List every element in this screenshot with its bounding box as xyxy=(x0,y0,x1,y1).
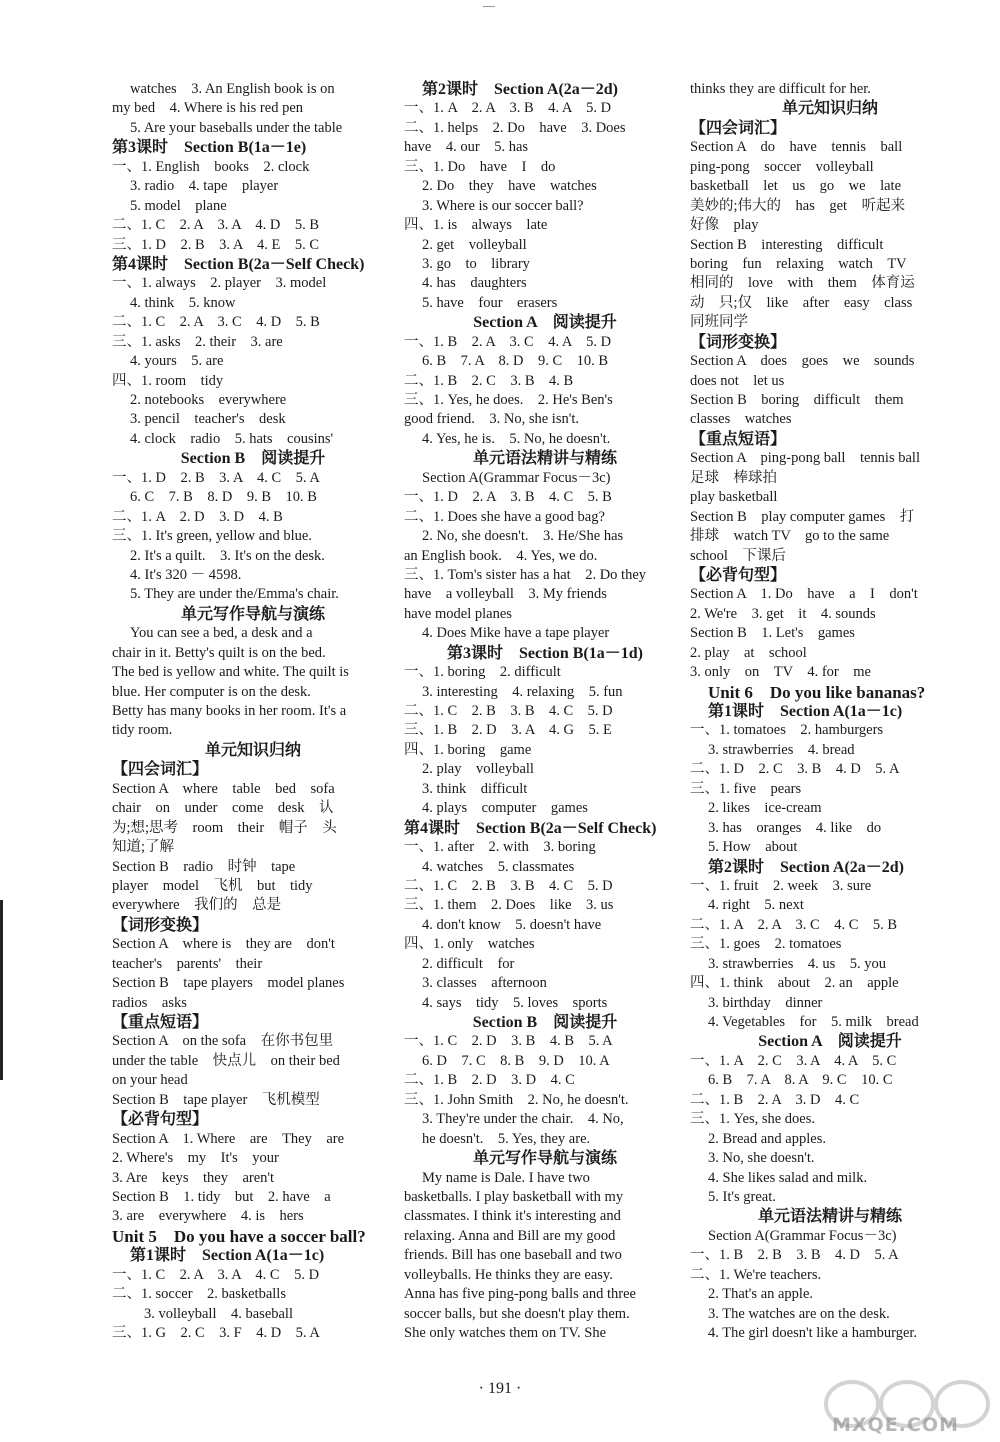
answer-line: The bed is yellow and white. The quilt is xyxy=(112,664,349,681)
answer-line: boring fun relaxing watch TV xyxy=(690,255,907,272)
answer-line: 4. has daughters xyxy=(422,275,527,292)
answer-line: 4. The girl doesn't like a hamburger. xyxy=(708,1325,918,1341)
answer-line: 2. play at school xyxy=(690,644,807,661)
section-heading: 【四会词汇】 xyxy=(690,119,787,137)
answer-line: thinks they are difficult for her. xyxy=(690,81,871,97)
answer-line: 知道;了解 xyxy=(112,839,175,856)
answer-line: 6. D 7. C 8. B 9. D 10. A xyxy=(422,1052,610,1069)
answer-line: 二、1. B 2. D 3. D 4. C xyxy=(404,1072,575,1089)
section-heading: 第4课时 Section B(2a－Self Check) xyxy=(112,255,365,273)
answer-line: basketballs. I play basketball with my xyxy=(404,1188,624,1205)
section-heading: 第1课时 Section A(1a－1c) xyxy=(708,703,903,720)
answer-line: 4. Does Mike have a tape player xyxy=(422,625,610,642)
answer-line: ping-pong soccer volleyball xyxy=(690,158,874,175)
answer-line: 四、1. only watches xyxy=(404,936,535,953)
answer-line: 一、1. B 2. A 3. C 4. A 5. D xyxy=(404,333,612,350)
answer-line: chair on under come desk 认 xyxy=(112,800,334,817)
answer-line: does not let us xyxy=(690,372,785,389)
answer-line: 二、1. helps 2. Do have 3. Does xyxy=(404,119,626,136)
answer-line: 3. only on TV 4. for me xyxy=(690,664,871,681)
answer-line: 5. It's great. xyxy=(708,1188,776,1205)
answer-line: 足球 棒球拍 xyxy=(690,469,777,486)
answer-line: 3. has oranges 4. like do xyxy=(708,819,882,836)
answer-line: 5. model plane xyxy=(130,197,227,214)
answer-line: Section B play computer games 打 xyxy=(690,508,915,525)
section-heading: Section B 阅读提升 xyxy=(180,450,326,468)
answer-line: on your head xyxy=(112,1072,188,1089)
section-heading: 【词形变换】 xyxy=(690,333,787,351)
answer-line: classmates. I think it's interesting and xyxy=(404,1208,621,1225)
section-heading: 【词形变换】 xyxy=(112,916,209,934)
answer-line: 四、1. boring game xyxy=(404,741,532,758)
section-heading: 第3课时 Section B(1a－1e) xyxy=(112,139,307,157)
answer-line: 相同的 love with them 体育运 xyxy=(690,275,915,292)
answer-line: Section A do have tennis ball xyxy=(690,139,903,156)
section-heading: 第1课时 Section A(1a－1c) xyxy=(130,1247,325,1265)
answer-line: 同班同学 xyxy=(690,314,748,331)
section-heading: 【重点短语】 xyxy=(690,430,787,448)
answer-line: You can see a bed, a desk and a xyxy=(130,625,313,642)
answer-line: She only watches them on TV. She xyxy=(404,1325,607,1341)
answer-line: 3. interesting 4. relaxing 5. fun xyxy=(422,683,623,700)
answer-line: 二、1. C 2. B 3. B 4. C 5. D xyxy=(404,877,613,894)
top-crop-mark xyxy=(483,6,495,15)
answer-line: 4. says tidy 5. loves sports xyxy=(422,994,608,1011)
answer-line: Section A where is they are don't xyxy=(112,936,335,953)
answer-line: 二、1. We're teachers. xyxy=(690,1266,822,1283)
answer-line: 4. don't know 5. doesn't have xyxy=(422,916,602,933)
answer-line: 4. It's 320 － 4598. xyxy=(130,566,242,583)
answer-line: my bed 4. Where is his red pen xyxy=(112,100,304,117)
section-heading: 【必背句型】 xyxy=(112,1111,209,1129)
answer-line: 3. volleyball 4. baseball xyxy=(144,1305,293,1322)
answer-line: 三、1. B 2. D 3. A 4. G 5. E xyxy=(404,722,612,739)
answer-line: 三、1. It's green, yellow and blue. xyxy=(112,528,312,545)
section-heading: 【必背句型】 xyxy=(690,566,787,584)
answer-line: 四、1. think about 2. an apple xyxy=(690,975,899,992)
answer-line: 三、1. Yes, she does. xyxy=(690,1111,816,1128)
answer-line: an English book. 4. Yes, we do. xyxy=(404,547,598,564)
section-heading: Section A 阅读提升 xyxy=(473,314,617,332)
answer-line: Section A(Grammar Focus－3c) xyxy=(422,469,611,486)
answer-line: 3. pencil teacher's desk xyxy=(130,411,286,428)
answer-line: 4. She likes salad and milk. xyxy=(708,1169,868,1186)
answer-line: 2. Where's my It's your xyxy=(112,1150,279,1167)
answer-line: 三、1. Do have I do xyxy=(404,158,556,175)
answer-line: he doesn't. 5. Yes, they are. xyxy=(422,1130,591,1147)
answer-line: 2. It's a quilt. 3. It's on the desk. xyxy=(130,547,325,564)
answer-line: Section A(Grammar Focus－3c) xyxy=(708,1227,897,1244)
answer-line: under the table 快点儿 on their bed xyxy=(112,1052,340,1069)
section-heading: Unit 6 Do you like bananas? xyxy=(708,682,926,702)
section-heading: 单元知识归纳 xyxy=(204,741,301,759)
answer-line: Section B tape player 飞机模型 xyxy=(112,1091,320,1108)
section-heading: Section B 阅读提升 xyxy=(472,1014,618,1031)
answer-line: 一、1. D 2. A 3. B 4. C 5. B xyxy=(404,489,612,506)
answer-line: 为;想;思考 room their 帽子 头 xyxy=(112,819,337,836)
section-heading: 单元语法精讲与精练 xyxy=(472,450,617,468)
answer-line: 2. difficult for xyxy=(422,955,515,972)
answer-line: 5. Are your baseballs under the table xyxy=(130,119,343,136)
answer-line: 3. Are keys they aren't xyxy=(112,1169,275,1186)
answer-line: tidy room. xyxy=(112,722,173,739)
answer-line: Section B radio 时钟 tape xyxy=(112,858,296,875)
answer-line: volleyballs. He thinks they are easy. xyxy=(404,1266,613,1283)
answer-line: chair in it. Betty's quilt is on the bed. xyxy=(112,644,326,661)
answer-line: Section B interesting difficult xyxy=(690,236,884,253)
answer-line: 6. B 7. A 8. D 9. C 10. B xyxy=(422,353,609,370)
answer-line: 三、1. asks 2. their 3. are xyxy=(112,333,283,350)
answer-line: 一、1. tomatoes 2. hamburgers xyxy=(690,722,884,739)
answer-line: 2. Do they have watches xyxy=(422,178,597,195)
section-heading: 单元知识归纳 xyxy=(781,100,878,118)
answer-line: have 4. our 5. has xyxy=(404,139,529,156)
answer-line: have a volleyball 3. My friends xyxy=(404,586,607,603)
answer-line: 3. strawberries 4. bread xyxy=(708,741,855,758)
answer-line: relaxing. Anna and Bill are my good xyxy=(404,1227,616,1244)
answer-line: 4. think 5. know xyxy=(130,294,236,311)
answer-line: basketball let us go we late xyxy=(690,178,902,195)
answer-column-left xyxy=(112,80,394,1343)
answer-line: 2. notebooks everywhere xyxy=(130,392,287,408)
answer-line: 二、1. C 2. B 3. B 4. C 5. D xyxy=(404,703,613,719)
answer-line: 一、1. boring 2. difficult xyxy=(404,664,561,681)
answer-line: 2. No, she doesn't. 3. He/She has xyxy=(422,528,624,545)
answer-line: 4. right 5. next xyxy=(708,897,804,914)
answer-line: 2. We're 3. get it 4. sounds xyxy=(690,605,876,622)
section-heading: 【四会词汇】 xyxy=(112,761,209,779)
answer-line: 二、1. Does she have a good bag? xyxy=(404,508,605,525)
answer-line: school 下课后 xyxy=(690,547,786,564)
answer-line: 3. No, she doesn't. xyxy=(708,1150,815,1167)
answer-line: 二、1. A 2. A 3. C 4. C 5. B xyxy=(690,916,898,933)
answer-line: 3. birthday dinner xyxy=(708,994,823,1011)
section-heading: 第2课时 Section A(2a－2d) xyxy=(708,858,905,876)
answer-line: 2. likes ice-cream xyxy=(708,800,822,817)
answer-line: 2. That's an apple. xyxy=(708,1286,814,1303)
answer-line: 二、1. B 2. C 3. B 4. B xyxy=(404,372,574,389)
watermark-text: MXQE.COM xyxy=(832,1414,959,1436)
answer-line: 三、1. Tom's sister has a hat 2. Do they xyxy=(404,566,647,583)
answer-line: 三、1. them 2. Does like 3. us xyxy=(404,897,614,914)
answer-line: 4. yours 5. are xyxy=(130,353,224,370)
answer-line: 一、1. A 2. A 3. B 4. A 5. D xyxy=(404,100,612,117)
answer-line: 一、1. always 2. player 3. model xyxy=(112,275,327,292)
answer-line: Section A where table bed sofa xyxy=(112,780,335,797)
answer-line: Section A does goes we sounds xyxy=(690,353,915,370)
answer-line: 2. play volleyball xyxy=(422,761,534,778)
answer-line: 3. Where is our soccer ball? xyxy=(422,197,584,214)
answer-line: 4. clock radio 5. hats cousins' xyxy=(130,430,334,447)
answer-line: Section B 1. Let's games xyxy=(690,625,855,642)
answer-line: Section B 1. tidy but 2. have a xyxy=(112,1188,331,1205)
answer-line: 一、1. A 2. C 3. A 4. A 5. C xyxy=(690,1052,897,1069)
answer-line: 二、1. A 2. D 3. D 4. B xyxy=(112,508,283,525)
answer-line: 二、1. C 2. A 3. A 4. D 5. B xyxy=(112,217,320,234)
answer-line: My name is Dale. I have two xyxy=(422,1169,590,1186)
answer-line: Section A 1. Where are They are xyxy=(112,1130,345,1147)
answer-line: 一、1. fruit 2. week 3. sure xyxy=(690,877,872,894)
section-heading: 单元写作导航与演练 xyxy=(472,1150,617,1168)
answer-line: 一、1. after 2. with 3. boring xyxy=(404,839,596,856)
answer-line: blue. Her computer is on the desk. xyxy=(112,683,311,700)
answer-line: 5. They are under the/Emma's chair. xyxy=(130,586,339,603)
answer-line: 三、1. five pears xyxy=(690,780,802,797)
answer-line: Section B tape players model planes xyxy=(112,975,345,992)
section-heading: 单元写作导航与演练 xyxy=(180,605,325,623)
answer-line: radios asks xyxy=(112,994,187,1011)
answer-line: 四、1. room tidy xyxy=(112,372,224,389)
answer-line: 二、1. soccer 2. basketballs xyxy=(112,1286,286,1303)
answer-line: 三、1. Yes, he does. 2. He's Ben's xyxy=(404,392,613,408)
answer-line: 5. have four erasers xyxy=(422,294,558,311)
answer-line: 一、1. C 2. A 3. A 4. C 5. D xyxy=(112,1266,320,1283)
answer-line: classes watches xyxy=(690,411,792,428)
page-number: · 191 · xyxy=(478,1380,522,1397)
answer-line: 二、1. B 2. A 3. D 4. C xyxy=(690,1091,860,1108)
answer-line: 一、1. C 2. D 3. B 4. B 5. A xyxy=(404,1033,613,1050)
answer-line: have model planes xyxy=(404,605,512,622)
answer-line: Section B boring difficult them xyxy=(690,392,904,408)
answer-line: 4. Vegetables for 5. milk bread xyxy=(708,1014,919,1030)
section-heading: 第2课时 Section A(2a－2d) xyxy=(422,81,619,98)
answer-line: 3. are everywhere 4. is hers xyxy=(112,1208,304,1225)
answer-line: 三、1. D 2. B 3. A 4. E 5. C xyxy=(112,236,320,253)
answer-line: 2. Bread and apples. xyxy=(708,1130,826,1147)
answer-line: teacher's parents' their xyxy=(112,955,263,972)
answer-line: 3. radio 4. tape player xyxy=(130,178,279,195)
answer-line: play basketball xyxy=(690,489,778,506)
answer-line: 三、1. John Smith 2. No, he doesn't. xyxy=(404,1091,629,1108)
answer-line: 三、1. G 2. C 3. F 4. D 5. A xyxy=(112,1325,320,1341)
section-heading: 单元语法精讲与精练 xyxy=(757,1208,902,1226)
answer-line: soccer balls, but she doesn't play them. xyxy=(404,1305,630,1322)
answer-line: 一、1. D 2. B 3. A 4. C 5. A xyxy=(112,469,320,486)
section-heading: Unit 5 Do you have a soccer ball? xyxy=(112,1226,366,1246)
answer-line: 美妙的;伟大的 has get 听起来 xyxy=(690,197,906,214)
answer-line: 6. C 7. B 8. D 9. B 10. B xyxy=(130,489,317,506)
answer-line: 4. plays computer games xyxy=(422,800,588,817)
answer-line: 一、1. B 2. B 3. B 4. D 5. A xyxy=(690,1247,899,1264)
answer-line: player model 飞机 but tidy xyxy=(112,877,313,894)
section-heading: Section A 阅读提升 xyxy=(758,1033,902,1051)
answer-column-middle xyxy=(404,80,686,1343)
answer-line: 4. Yes, he is. 5. No, he doesn't. xyxy=(422,430,611,447)
answer-line: Section A on the sofa 在你书包里 xyxy=(112,1033,334,1050)
answer-line: watches 3. An English book is on xyxy=(130,81,335,97)
answer-line: everywhere 我们的 总是 xyxy=(112,897,282,914)
answer-line: 3. strawberries 4. us 5. you xyxy=(708,955,887,972)
answer-line: 5. How about xyxy=(708,839,798,856)
answer-line: 三、1. goes 2. tomatoes xyxy=(690,936,842,953)
answer-line: 一、1. English books 2. clock xyxy=(112,158,310,175)
answer-line: Section A ping-pong ball tennis ball xyxy=(690,450,920,467)
answer-line: good friend. 3. No, she isn't. xyxy=(404,411,579,428)
answer-line: Betty has many books in her room. It's a xyxy=(112,703,347,719)
answer-line: 四、1. is always late xyxy=(404,217,548,234)
answer-line: 3. They're under the chair. 4. No, xyxy=(422,1111,624,1128)
answer-column-right xyxy=(690,80,970,1343)
answer-line: 3. go to library xyxy=(422,255,530,272)
answer-line: 3. think difficult xyxy=(422,780,528,797)
answer-line: 3. classes afternoon xyxy=(422,975,547,992)
answer-line: friends. Bill has one baseball and two xyxy=(404,1247,622,1264)
answer-line: Section A 1. Do have a I don't xyxy=(690,586,918,603)
answer-line: 好像 play xyxy=(690,217,759,234)
answer-line: 排球 watch TV go to the same xyxy=(690,528,890,545)
binding-edge-mark xyxy=(0,900,3,1080)
answer-line: 动 只;仅 like after easy class xyxy=(690,294,913,311)
answer-line: 4. watches 5. classmates xyxy=(422,858,575,875)
answer-line: 二、1. C 2. A 3. C 4. D 5. B xyxy=(112,314,320,331)
section-heading: 第3课时 Section B(1a－1d) xyxy=(446,644,643,662)
answer-line: 二、1. D 2. C 3. B 4. D 5. A xyxy=(690,761,900,778)
answer-line: 3. The watches are on the desk. xyxy=(708,1305,890,1322)
section-heading: 第4课时 Section B(2a－Self Check) xyxy=(404,819,657,837)
answer-line: 6. B 7. A 8. A 9. C 10. C xyxy=(708,1072,893,1089)
answer-line: 2. get volleyball xyxy=(422,236,527,253)
section-heading: 【重点短语】 xyxy=(112,1014,209,1031)
answer-line: Anna has five ping-pong balls and three xyxy=(404,1286,636,1303)
